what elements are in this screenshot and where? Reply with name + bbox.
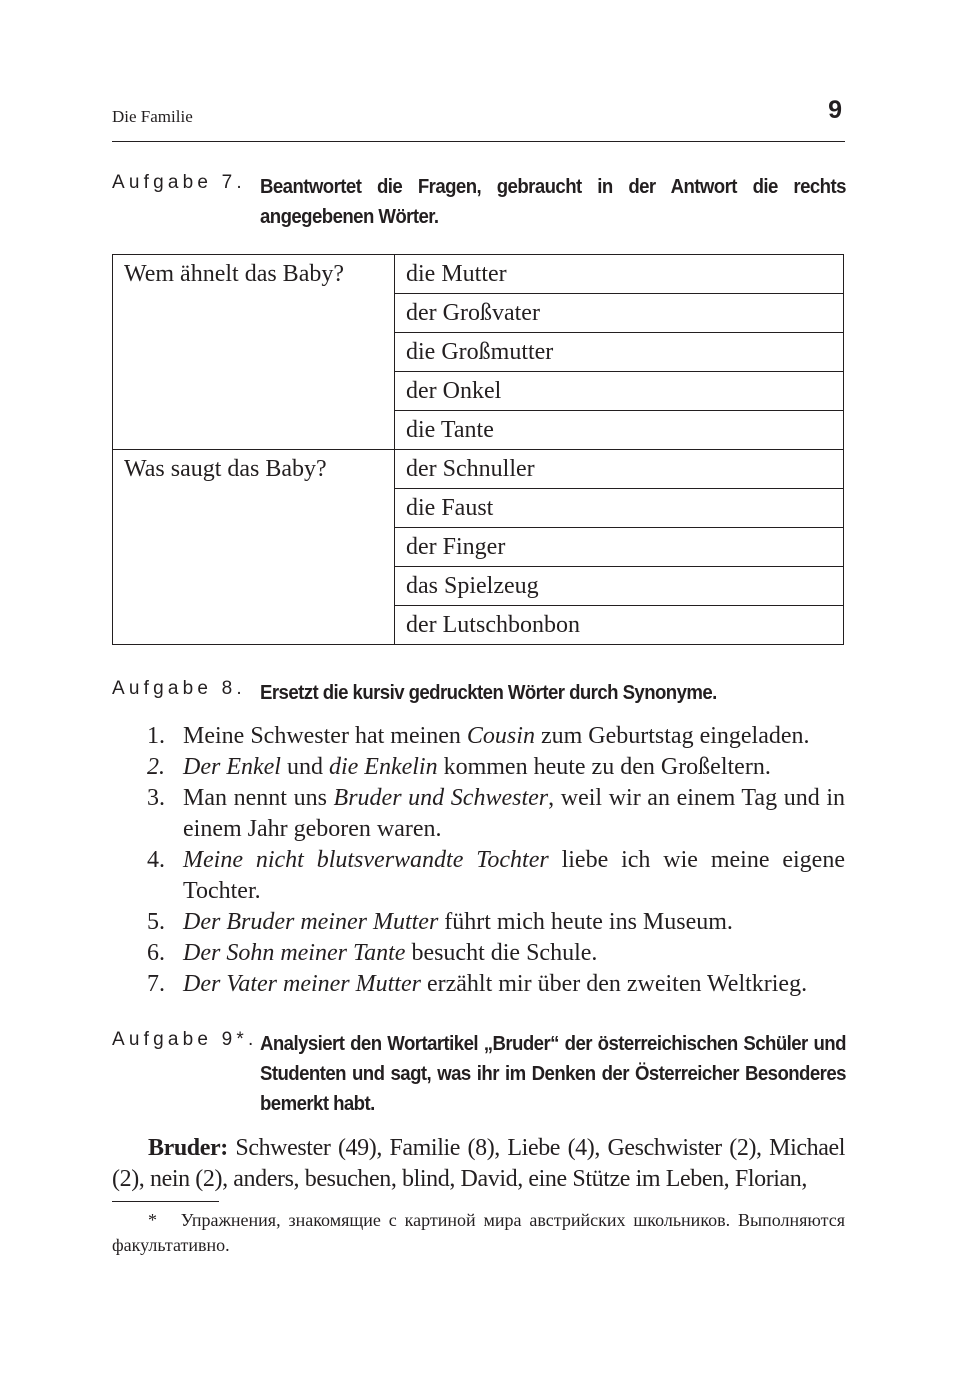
entry-term: Bruder: [148, 1135, 228, 1161]
sentence-list [112, 721, 845, 1000]
answer-cell: die Mutter [395, 255, 844, 294]
word-entry-paragraph [112, 1133, 845, 1195]
item-italic: Der Bruder meiner Mutter [183, 909, 439, 935]
list-item [112, 845, 845, 907]
item-text: besucht die Schule. [405, 940, 598, 966]
list-item [112, 969, 845, 1000]
entry-text: Schwester (49), Familie (8), Liebe (4), Geschwister (2), Michael (2), nein (2), anders, besuchen, blind, David, eine Stütze im Leben, Florian, [112, 1135, 845, 1192]
answer-cell: der Lutschbonbon [395, 606, 844, 645]
item-text: zum Geburtstag eingeladen. [534, 723, 810, 749]
running-title: Die Familie [112, 107, 193, 126]
vocabulary-table [112, 254, 844, 645]
task-7-heading [112, 172, 845, 232]
list-item [112, 783, 845, 845]
header-rule [112, 141, 845, 142]
item-text: liebe ich wie meine eigene Tochter. [183, 847, 845, 904]
task-9-label: Aufgabe 9*. [112, 1029, 258, 1050]
footnote [112, 1208, 845, 1258]
question-cell: Wem ähnelt das Baby? [113, 255, 395, 450]
table-row [113, 450, 844, 489]
item-text: , weil wir an einem Tag und in einem Jahr geboren waren. [183, 785, 845, 842]
item-italic: Bruder und Schwester [333, 785, 549, 811]
item-text: führt mich heute ins Museum. [438, 909, 733, 935]
item-number: 3. [147, 785, 165, 811]
item-number: 2. [147, 754, 165, 780]
task-7-instruction: Beantwortet die Fragen, gebraucht in der Antwort die rechts angegebenen Wörter. [260, 176, 846, 228]
question-cell: Was saugt das Baby? [113, 450, 395, 645]
answer-cell: die Faust [395, 489, 844, 528]
item-text: erzählt mir über den zweiten Weltkrieg. [420, 971, 808, 997]
list-item [112, 752, 845, 783]
task-9-instruction: Analysiert den Wortartikel „Bruder“ der österreichischen Schüler und Studenten und sagt, was ihr im Denken der Österreicher Besonderes bemerkt habt. [260, 1033, 846, 1115]
list-item [112, 721, 845, 752]
answer-cell: die Großmutter [395, 333, 844, 372]
task-9-heading [112, 1029, 845, 1119]
page-number: 9 [828, 96, 842, 124]
footnote-rule [112, 1201, 219, 1202]
item-number: 6. [147, 940, 165, 966]
item-italic: Der Sohn meiner Tante [183, 940, 406, 966]
item-italic: Der Enkel [183, 754, 281, 780]
task-8-label: Aufgabe 8. [112, 678, 246, 699]
answer-cell: das Spielzeug [395, 567, 844, 606]
item-text: kommen heute zu den Großeltern. [437, 754, 771, 780]
item-number: 1. [147, 723, 165, 749]
footnote-marker: * [148, 1210, 157, 1230]
answer-cell: der Onkel [395, 372, 844, 411]
item-number: 5. [147, 909, 165, 935]
answer-cell: der Großvater [395, 294, 844, 333]
item-italic: Der Vater meiner Mutter [183, 971, 421, 997]
item-number: 4. [147, 847, 165, 873]
answer-cell: der Schnuller [395, 450, 844, 489]
item-italic: Cousin [466, 723, 535, 749]
task-8-heading [112, 678, 845, 708]
item-text: Man nennt uns [183, 785, 334, 811]
answer-cell: der Finger [395, 528, 844, 567]
item-text: und [280, 754, 329, 780]
table-row [113, 255, 844, 294]
item-italic: die Enkelin [328, 754, 438, 780]
item-number: 7. [147, 971, 165, 997]
item-italic: Meine nicht blutsverwandte Tochter [183, 847, 549, 873]
list-item [112, 907, 845, 938]
list-item [112, 938, 845, 969]
footnote-text: Упражнения, знакомящие с картиной мира австрийских школьников. Выполняются факультативно. [112, 1210, 845, 1255]
answer-cell: die Tante [395, 411, 844, 450]
item-text: Meine Schwester hat meinen [183, 723, 467, 749]
task-8-instruction: Ersetzt die kursiv gedruckten Wörter durch Synonyme. [260, 682, 717, 704]
task-7-label: Aufgabe 7. [112, 172, 246, 193]
